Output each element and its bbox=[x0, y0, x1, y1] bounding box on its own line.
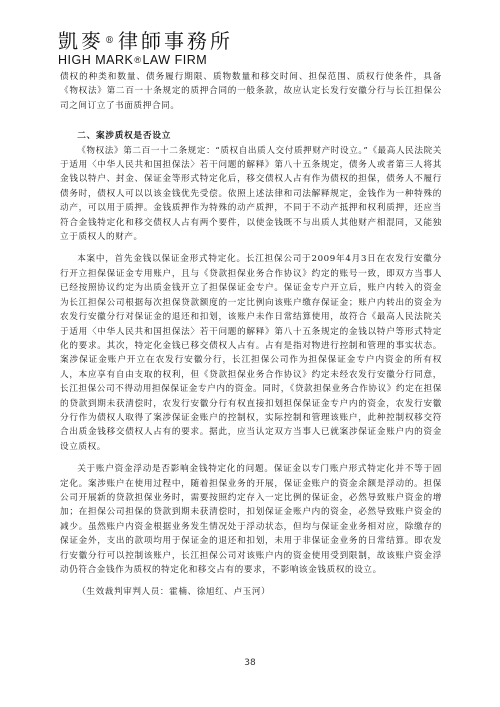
judges-note: （生效裁判审判人员：霍楠、徐旭红、卢玉河） bbox=[77, 587, 271, 598]
paragraph-law: 《物权法》第二百一十二条规定：“质权自出质人交付质押财产时设立。”《最高人民法院关于适用〈中华人民共和国担保法〉若干问题的解释》第八十五条规定，债务人或者第三人将其金钱以特户、封金、保证金等形式特定化后，移交债权人占有作为债权的担保，债务人不履行债务时，债权人可以以该金钱优先受偿。依照上述法律和司法解释规定，金钱作为一种特殊的动产，可以用于质押。金钱质押作为特殊的动产质押，不同于不动产抵押和权利质押，还应当符合金钱特定化和移交债权人占有两个要件，以使金钱既不与出质人其他财产相混同，又能独立于质权人的财产。 bbox=[60, 145, 442, 243]
firm-name-en-part1: HIGH MARK bbox=[58, 53, 134, 67]
section-heading: 二、案涉质权是否设立 bbox=[77, 131, 172, 142]
firm-name-chinese bbox=[58, 30, 233, 52]
paragraph-case-analysis: 本案中，首先金钱以保证金形式特定化。长江担保公司于2009年4月3日在农发行安徽分行开立担保保证金专用账户，且与《贷款担保业务合作协议》约定的账号一致，即双方当事人已经按照协议约定为出质金钱开立了担保保证金专户。保证金专户开立后，账户内转入的资金为长江担保公司根据每次担保贷款额度的一定比例向该账户缴存保证金；账户内转出的资金为农发行安徽分行对保证金的退还和扣划，该账户未作日常结算使用，故符合《最高人民法院关于适用〈中华人民共和国担保法〉若干问题的解释》第八十五条规定的金钱以特户等形式特定化的要求。其次，特定化金钱已移交债权人占有。占有是指对物进行控制和管理的事实状态。案涉保证金账户开立在农发行安徽分行，长江担保公司作为担保保证金专户内资金的所有权人，本应享有自由支取的权利，但《贷款担保业务合作协议》约定未经农发行安徽分行同意，长江担保公司不得动用担保保证金专户内的资金。同时，《贷款担保业务合作协议》约定在担保的贷款到期未获清偿时，农发行安徽分行有权直接扣划担保保证金专户内的资金，农发行安徽分行作为债权人取得了案涉保证金账户的控制权，实际控制和管理该账户，此种控制权移交符合出质金钱移交债权人占有的要求。据此，应当认定双方当事人已就案涉保证金账户内的资金设立质权。 bbox=[60, 254, 442, 452]
paragraph-intro: 债权的种类和数量、债务履行期限、质物数量和移交时间、担保范围、质权行使条件，具备《物权法》第二百一十条规定的质押合同的一般条款，故应认定长发行安徽分行与长江担保公司之间订立了书面质押合同。 bbox=[60, 72, 442, 111]
paragraph-fluctuation: 关于账户资金浮动是否影响金钱特定化的问题。保证金以专门账户形式特定化并不等于固定化。案涉账户在使用过程中，随着担保业务的开展，保证金账户的资金余额是浮动的。担保公司开展新的贷款担保业务时，需要按照约定存入一定比例的保证金，必然导致账户资金的增加；在担保公司担保的贷款到期未获清偿时，扣划保证金账户内的资金，必然导致账户资金的减少。虽然账户内资金根据业务发生情况处于浮动状态，但均与保证金业务相对应，除缴存的保证金外，支出的款项均用于保证金的退还和扣划，未用于非保证金业务的日常结算。即农发行安徽分行可以控制该账户，长江担保公司对该账户内的资金使用受到限制，故该账户资金浮动仍符合金钱作为质权的特定化和移交占有的要求，不影响该金钱质权的设立。 bbox=[60, 464, 442, 575]
firm-name-english bbox=[58, 53, 233, 68]
page-number: 38 bbox=[244, 658, 256, 668]
registered-mark-en-icon: ® bbox=[134, 55, 142, 65]
document-body bbox=[60, 70, 442, 600]
firm-name-cn-part1: 凱麥 bbox=[58, 29, 104, 53]
registered-mark-icon: ® bbox=[105, 36, 117, 46]
firm-name-cn-part2: 律師事務所 bbox=[118, 29, 233, 53]
letterhead bbox=[58, 30, 233, 68]
firm-name-en-part2: LAW FIRM bbox=[142, 53, 208, 67]
